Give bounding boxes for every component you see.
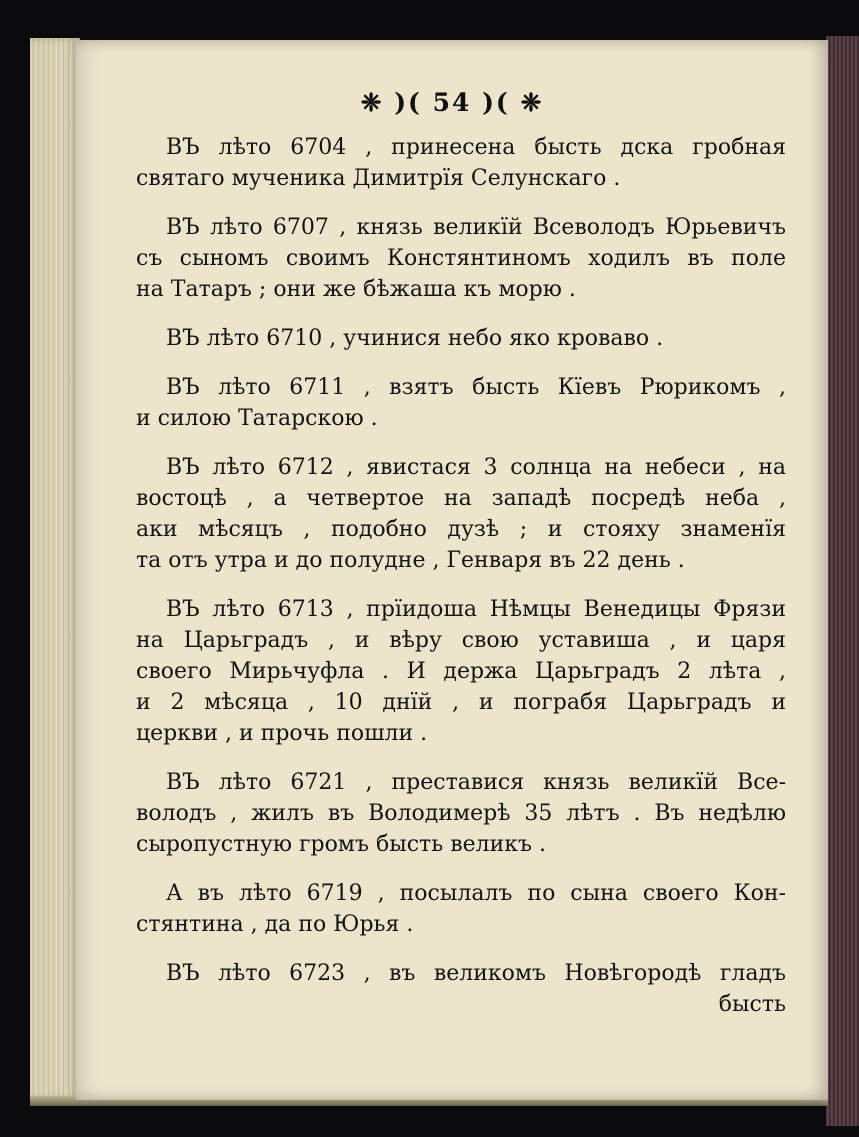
chronicle-entry: [136, 372, 786, 434]
text-line: востоцѣ , а четвертое на западѣ посредѣ неба ,: [136, 486, 786, 511]
text-line: съ сыномъ своимъ Констянтиномъ ходилъ въ поле: [136, 246, 786, 271]
text-line: А въ лѣто 6719 , посылалъ по сына своего Кон-: [166, 881, 786, 906]
text-line: и 2 мѣсяца , 10 днїй , и пограбя Царьградъ и: [136, 690, 786, 715]
chronicle-entry: [136, 132, 786, 194]
text-line: церкви , и прочь пошли .: [136, 721, 428, 746]
chronicle-entry: [136, 878, 786, 940]
catchword: бысть: [718, 992, 786, 1017]
text-line: святаго мученика Димитрїя Селунскаго .: [136, 166, 621, 191]
text-line: ВЪ лѣто 6707 , князь великїй Всеволодъ Юрьевичъ: [166, 215, 786, 240]
text-line: ВЪ лѣто 6723 , въ великомъ Новѣгородѣ гладъ: [166, 961, 786, 986]
book-page: [76, 40, 828, 1100]
text-line: ВЪ лѣто 6711 , взятъ бысть Кїевъ Рюрикомъ ,: [166, 375, 786, 400]
text-line: ВЪ лѣто 6710 , учинися небо яко кроваво .: [166, 326, 664, 351]
text-line: володъ , жилъ въ Володимерѣ 35 лѣтъ . Въ недѣлю: [136, 801, 786, 826]
text-line: ВЪ лѣто 6704 , принесена бысть дска гробная: [166, 135, 786, 160]
chronicle-entry: [136, 323, 786, 354]
chronicle-entry: [136, 958, 786, 1020]
page-text: [136, 132, 786, 1038]
chronicle-entry: [136, 452, 786, 576]
text-line: ВЪ лѣто 6721 , преставися князь великїй Все-: [166, 770, 786, 795]
page-number-header: ❈ )( 54 )( ❈: [360, 88, 544, 117]
text-line: стянтина , да по Юрья .: [136, 912, 414, 937]
book-cover-edge: [826, 36, 859, 1126]
page-stack-edge: [30, 38, 80, 1100]
chronicle-entry: [136, 212, 786, 305]
text-line: и силою Татарскою .: [136, 406, 378, 431]
chronicle-entry: [136, 594, 786, 749]
text-line: ВЪ лѣто 6712 , явистася 3 солнца на небеси , на: [166, 455, 786, 480]
text-line: на Татаръ ; они же бѣжаша къ морю .: [136, 277, 576, 302]
text-line: аки мѣсяцъ , подобно дузѣ ; и стояху знаменїя: [136, 517, 786, 542]
text-line: ВЪ лѣто 6713 , прїидоша Нѣмцы Венедицы Фрязи: [166, 597, 786, 622]
text-line: та отъ утра и до полудне , Генваря въ 22 день .: [136, 548, 685, 573]
text-line: сыропустную громъ бысть великъ .: [136, 832, 546, 857]
chronicle-entry: [136, 767, 786, 860]
text-line: на Царьградъ , и вѣру свою уставиша , и царя: [136, 628, 786, 653]
text-line: своего Мирьчуфла . И держа Царьградъ 2 лѣта ,: [136, 659, 786, 684]
